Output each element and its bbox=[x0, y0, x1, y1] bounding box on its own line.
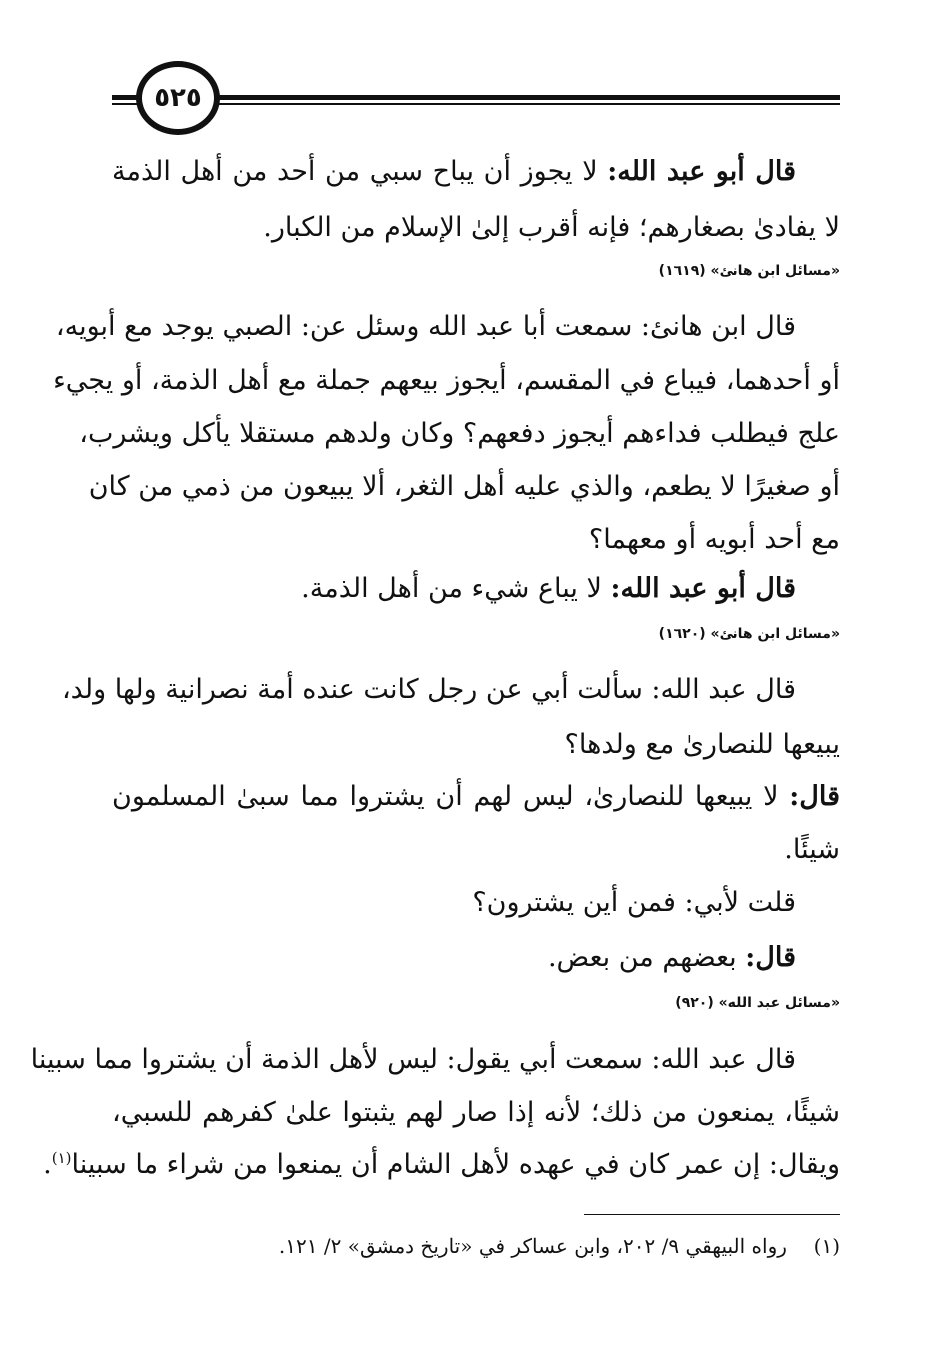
text-line: شيئًا، يمنعون من ذلك؛ لأنه إذا صار لهم يثبتوا علىٰ كفرهم للسبي، bbox=[112, 1097, 840, 1128]
source-reference: «مسائل ابن هانئ» (١٦٢٠) bbox=[658, 626, 840, 642]
speaker-label: قال أبو عبد الله: bbox=[610, 573, 796, 604]
text-line: قال عبد الله: سمعت أبي يقول: ليس لأهل الذمة أن يشتروا مما سبينا bbox=[30, 1044, 796, 1075]
header-rule-thin bbox=[112, 103, 840, 105]
text-line: شيئًا. bbox=[784, 834, 840, 865]
text-line: قال ابن هانئ: سمعت أبا عبد الله وسئل عن: الصبي يوجد مع أبويه، bbox=[55, 311, 796, 342]
speaker-label: قال أبو عبد الله: bbox=[607, 156, 796, 187]
text-line: أو صغيرًا لا يطعم، والذي عليه أهل الثغر، ألا يبيعون من ذمي من كان bbox=[88, 471, 840, 502]
source-reference: «مسائل ابن هانئ» (١٦١٩) bbox=[658, 263, 840, 279]
text-line: قال عبد الله: سألت أبي عن رجل كانت عنده أمة نصرانية ولها ولد، bbox=[61, 674, 796, 705]
page-number: ٥٢٥ bbox=[154, 83, 202, 113]
text-line: علج فيطلب فداءهم أيجوز دفعهم؟ وكان ولدهم مستقلا يأكل ويشرب، bbox=[79, 418, 840, 449]
page-number-badge bbox=[136, 61, 220, 135]
text-line: أو أحدهما، فيباع في المقسم، أيجوز بيعهم جملة مع أهل الذمة، أو يجيء bbox=[53, 365, 840, 396]
text-line: مع أحد أبويه أو معهما؟ bbox=[588, 524, 840, 555]
speaker-label: قال: bbox=[745, 942, 796, 973]
text-line: قال: لا يبيعها للنصارىٰ، ليس لهم أن يشتروا مما سبىٰ المسلمون bbox=[112, 781, 840, 812]
text-line: لا يفادىٰ بصغارهم؛ فإنه أقرب إلىٰ الإسلام من الكبار. bbox=[263, 212, 840, 243]
text-line: ويقال: إن عمر كان في عهده لأهل الشام أن يمنعوا من شراء ما سبينا$^{(١)}$. bbox=[43, 1149, 840, 1180]
footnote-marker: (١) bbox=[51, 1149, 72, 1167]
text-line: يبيعها للنصارىٰ مع ولدها؟ bbox=[564, 729, 840, 760]
source-reference: «مسائل عبد الله» (٩٢٠) bbox=[675, 995, 840, 1011]
footnote-text: رواه البيهقي ٩/ ٢٠٢، وابن عساكر في «تاريخ دمشق» ٢/ ١٢١. bbox=[278, 1234, 787, 1258]
text-line: قلت لأبي: فمن أين يشترون؟ bbox=[472, 887, 796, 918]
header-rule-thick bbox=[112, 95, 840, 100]
text-line: قال أبو عبد الله: لا يباع شيء من أهل الذمة. bbox=[301, 573, 796, 604]
text-line: قال: بعضهم من بعض. bbox=[547, 942, 796, 973]
footnote-separator bbox=[584, 1214, 840, 1215]
speaker-label: قال: bbox=[789, 781, 840, 812]
footnote-number: (١) bbox=[813, 1234, 840, 1258]
footnote bbox=[112, 1236, 840, 1256]
text-line: قال أبو عبد الله: لا يجوز أن يباح سبي من أحد من أهل الذمة bbox=[112, 156, 796, 187]
